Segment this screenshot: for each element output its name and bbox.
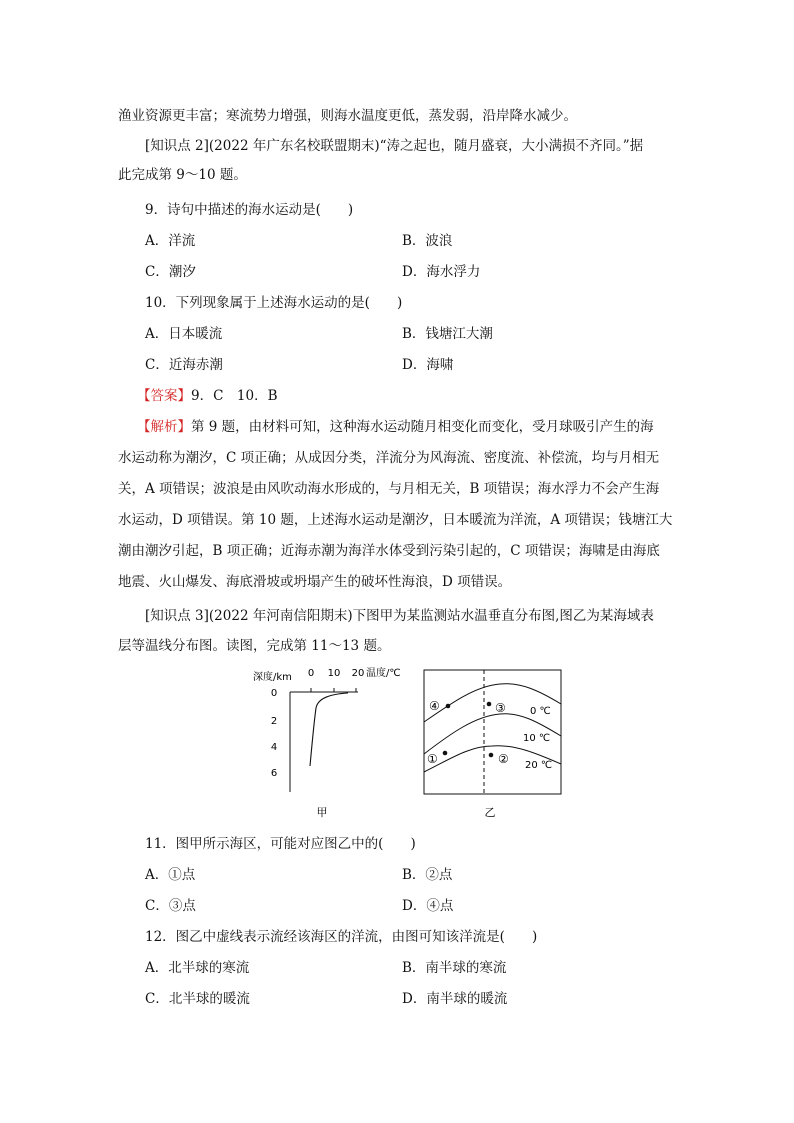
yi-point-1: ① [427, 752, 438, 766]
jia-ylabel: 深度/km [253, 672, 292, 683]
jia-ytick-4: 4 [270, 742, 278, 753]
q10-option-a: A．日本暖流 [145, 326, 223, 342]
kp2-line2: 此完成第 9～10 题。 [118, 167, 247, 183]
q11-option-b: B．②点 [402, 867, 453, 883]
yi-label-20: 20 ℃ [525, 760, 553, 771]
intro-tail: 渔业资源更丰富；寒流势力增强，则海水温度更低，蒸发弱，沿岸降水减少。 [118, 108, 577, 124]
q9-stem: 9．诗句中描述的海水运动是( ) [145, 202, 354, 218]
q9-option-b: B．波浪 [402, 233, 453, 249]
q9-option-a: A．洋流 [145, 233, 196, 249]
q9-option-c: C．潮汐 [145, 264, 196, 280]
analysis-line6: 地震、火山爆发、海底滑坡或坍塌产生的破坏性海浪，D 项错误。 [118, 574, 512, 590]
q11-option-d: D．④点 [402, 898, 454, 914]
q12-stem: 12．图乙中虚线表示流经该海区的洋流，由图可知该洋流是( ) [145, 929, 538, 945]
jia-temperature-curve [310, 693, 348, 766]
yi-label-0: 0 ℃ [530, 706, 551, 717]
q12-option-c: C．北半球的暖流 [145, 991, 250, 1007]
figure-yi [420, 664, 570, 824]
yi-caption: 乙 [484, 806, 496, 819]
kp3-line1: [知识点 3](2022 年河南信阳期末)下图甲为某监测站水温垂直分布图,图乙为某海域表 [145, 608, 654, 624]
q11-option-a: A．①点 [145, 867, 196, 883]
jia-xlabel: 温度/℃ [366, 668, 401, 679]
q12-option-b: B．南半球的寒流 [402, 960, 507, 976]
q10-stem: 10．下列现象属于上述海水运动的是( ) [145, 295, 403, 311]
analysis-line4: 水运动，D 项错误。第 10 题，上述海水运动是潮汐，日本暖流为洋流，A 项错误；钱塘江大 [118, 512, 673, 528]
answer-text: 9．C 10．B [191, 388, 278, 404]
kp3-line2: 层等温线分布图。读图，完成第 11～13 题。 [118, 638, 391, 654]
q12-option-d: D．南半球的暖流 [402, 991, 508, 1007]
jia-xtick-0: 0 [307, 668, 315, 679]
analysis-line5: 潮由潮汐引起，B 项正确；近海赤潮为海洋水体受到污染引起的，C 项错误；海啸是由海底 [118, 543, 660, 559]
analysis-text-1: 第 9 题，由材料可知，这种海水运动随月相变化而变化，受月球吸引产生的海 [191, 419, 654, 435]
yi-point-3: ③ [495, 701, 506, 715]
answer-line [137, 384, 278, 404]
analysis-line3: 关，A 项错误；波浪是由风吹动海水形成的，与月相无关，B 项错误；海水浮力不会产生海 [118, 481, 660, 497]
q9-option-d: D．海水浮力 [402, 264, 481, 280]
yi-frame [424, 670, 561, 794]
jia-ytick-6: 6 [270, 768, 278, 779]
jia-ytick-2: 2 [270, 716, 278, 727]
answer-tag: 【答案】 [137, 388, 191, 404]
q11-option-c: C．③点 [145, 898, 196, 914]
jia-xtick-10: 10 [327, 668, 341, 679]
q10-option-c: C．近海赤潮 [145, 357, 223, 373]
jia-caption: 甲 [316, 806, 328, 819]
analysis-line1 [137, 415, 654, 435]
yi-label-10: 10 ℃ [523, 733, 551, 744]
kp2-line1: [知识点 2](2022 年广东名校联盟期末)“涛之起也，随月盛衰，大小满损不齐同。”据 [145, 138, 644, 154]
yi-point-2: ② [498, 752, 509, 766]
yi-point-4: ④ [429, 699, 440, 713]
q12-option-a: A．北半球的寒流 [145, 960, 250, 976]
q10-option-d: D．海啸 [402, 357, 454, 373]
jia-xtick-20: 20 [351, 668, 365, 679]
analysis-line2: 水运动称为潮汐，C 项正确；从成因分类，洋流分为风海流、密度流、补偿流，均与月相无 [118, 450, 660, 466]
figure-jia [250, 664, 401, 822]
q10-option-b: B．钱塘江大潮 [402, 326, 493, 342]
jia-ytick-0: 0 [270, 688, 278, 699]
analysis-tag: 【解析】 [137, 419, 191, 435]
q11-stem: 11．图甲所示海区，可能对应图乙中的( ) [145, 836, 416, 852]
